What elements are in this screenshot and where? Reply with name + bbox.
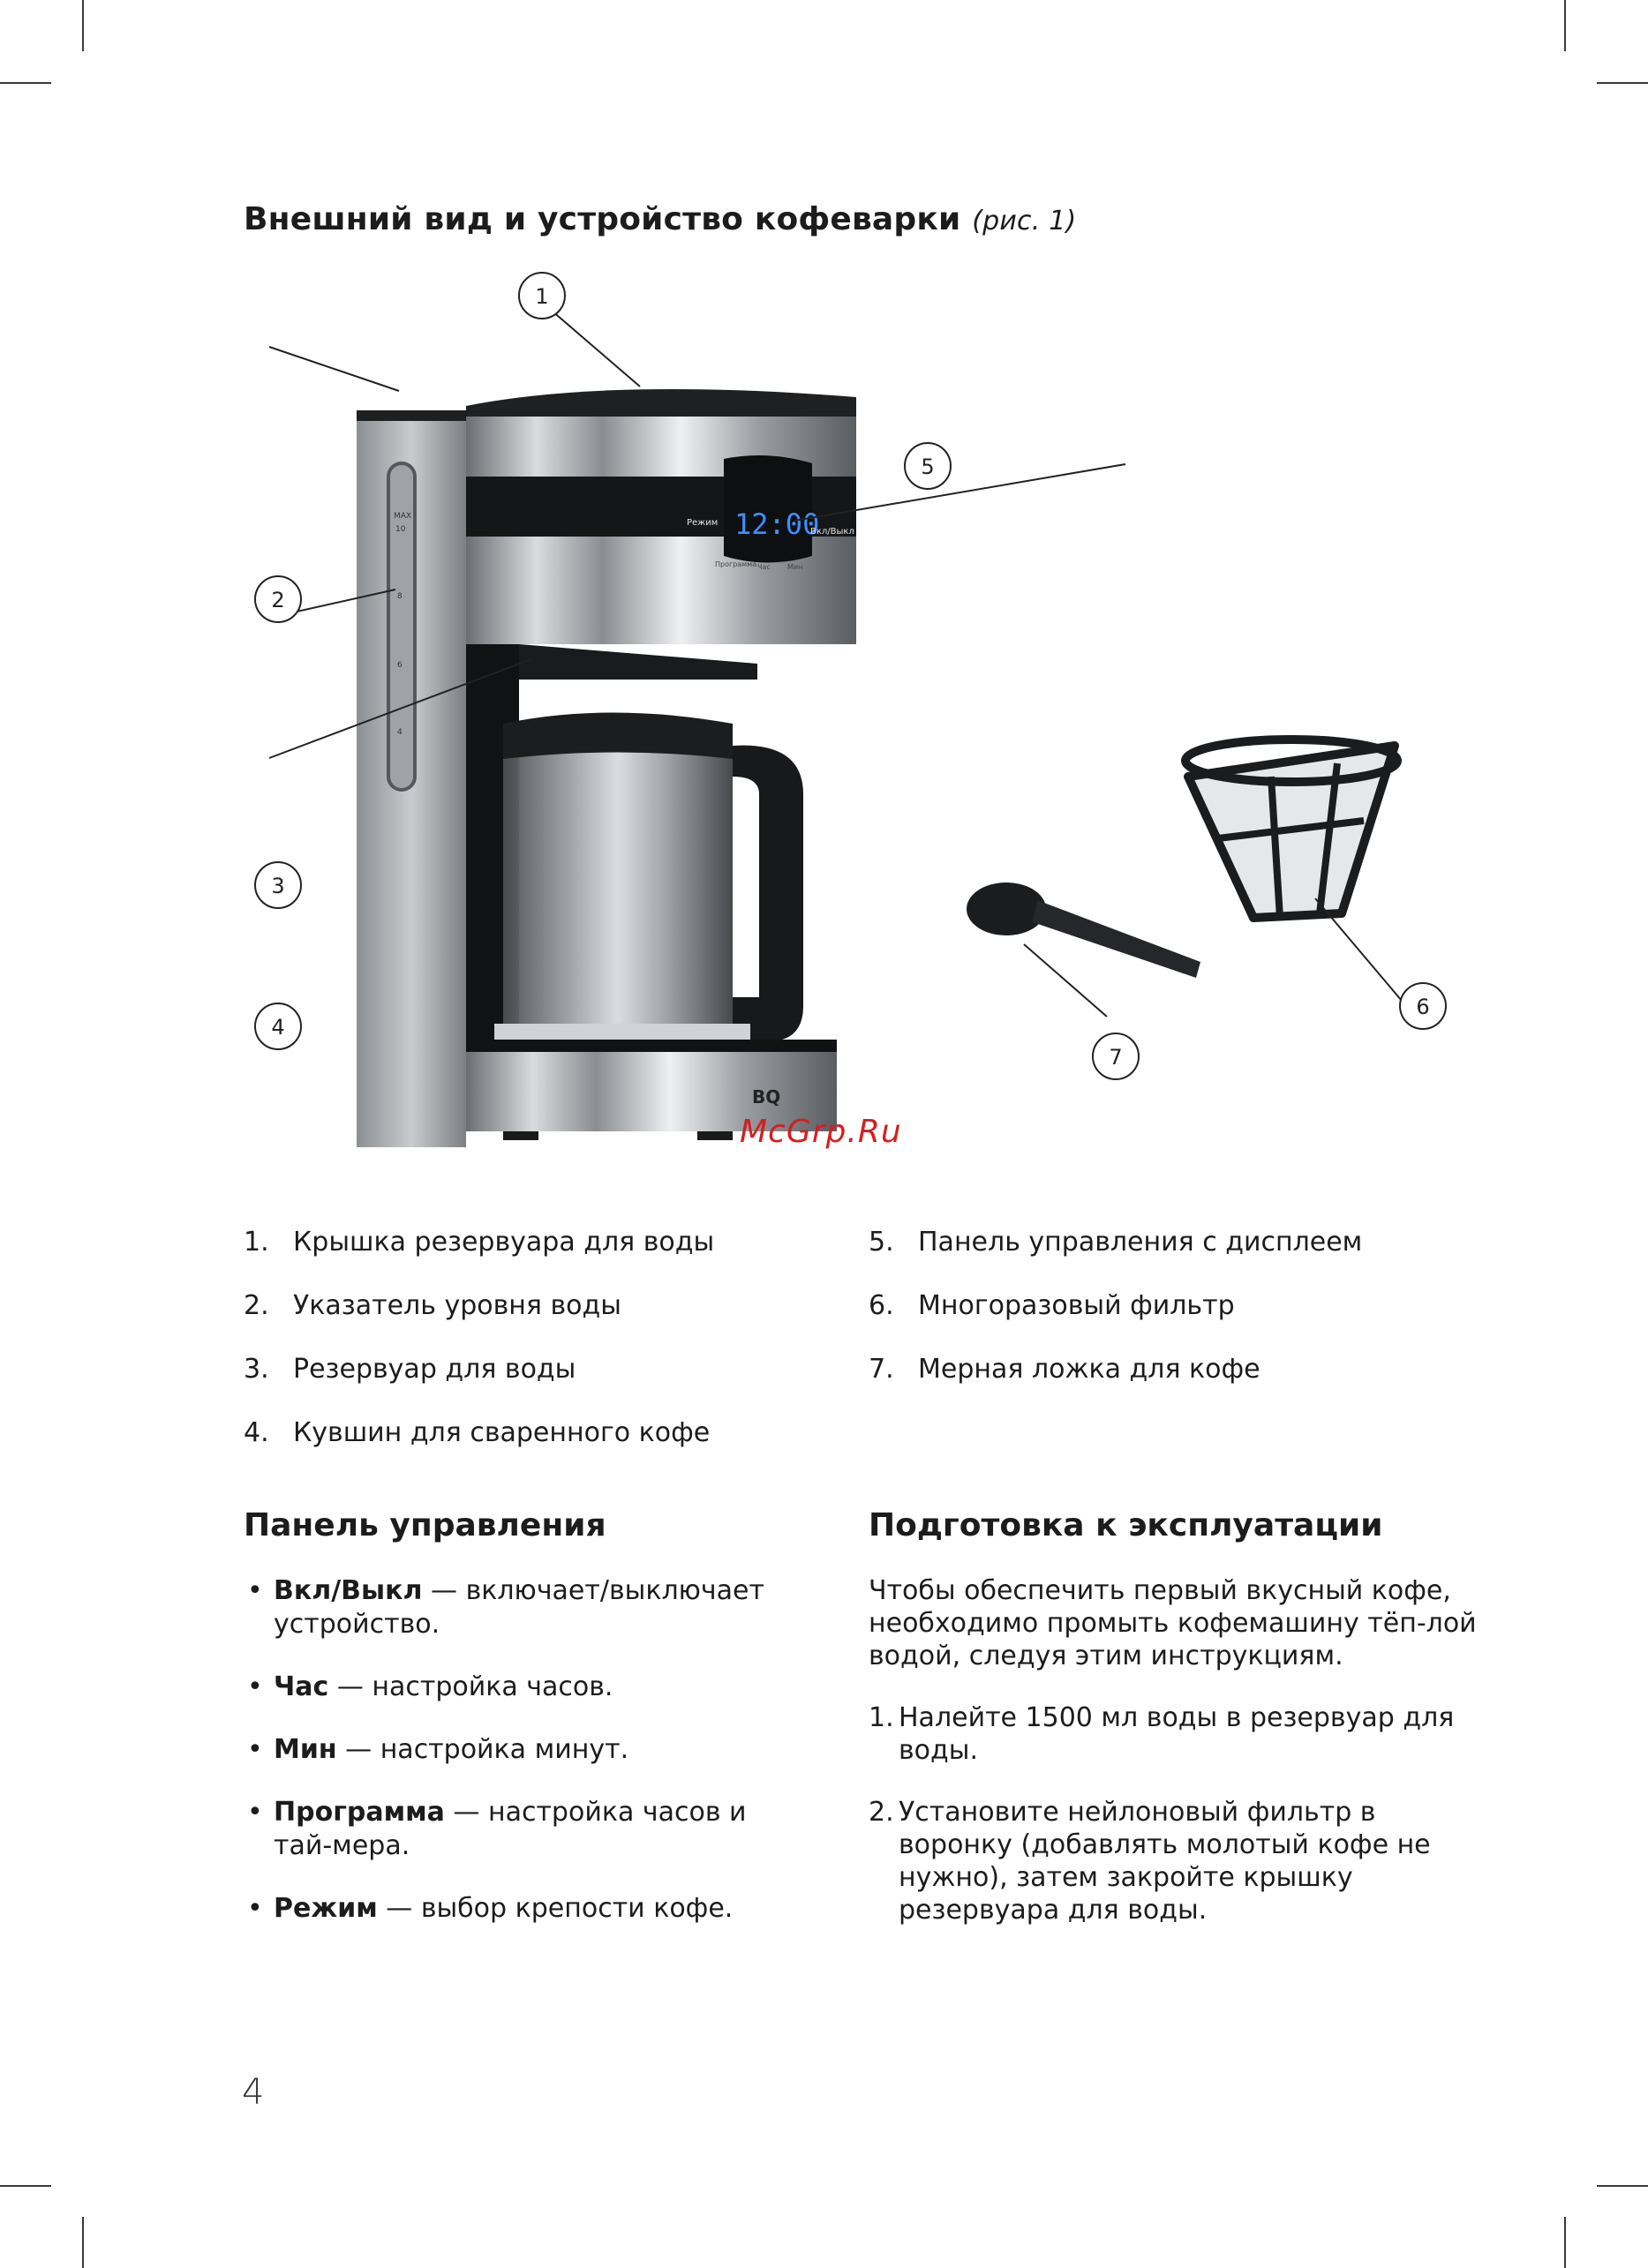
list-item — [244, 1892, 800, 1926]
crop-mark — [1597, 82, 1648, 84]
description: — выбор крепости кофе. — [386, 1893, 734, 1924]
term: Программа — [274, 1797, 445, 1828]
description: — включает/выключает устройство. — [274, 1575, 764, 1640]
crop-mark — [1564, 0, 1566, 51]
hour-label: Час — [757, 563, 771, 571]
description: — настройка часов и тай-мера. — [274, 1797, 747, 1861]
bullet-icon: • — [247, 1734, 263, 1765]
item-number: 6. — [869, 1290, 894, 1321]
bullet-icon: • — [247, 1893, 263, 1924]
description: — настройка часов. — [336, 1671, 613, 1702]
list-item — [244, 1574, 800, 1641]
power-label: Вкл/Выкл — [810, 527, 854, 537]
callout-label: 3 — [271, 874, 285, 898]
crop-mark — [82, 0, 84, 51]
scale-mark: 6 — [397, 661, 403, 670]
callout-label: 6 — [1416, 995, 1430, 1019]
callout-label: 1 — [535, 284, 549, 309]
reusable-filter — [1185, 740, 1397, 918]
term: Час — [274, 1671, 329, 1702]
foot — [503, 1131, 538, 1140]
callout-label: 7 — [1109, 1045, 1123, 1070]
scale-mark: MAX — [394, 512, 412, 521]
term: Вкл/Выкл — [274, 1575, 423, 1606]
measuring-spoon — [967, 882, 1200, 978]
crop-mark — [1597, 2185, 1648, 2187]
item-text: Указатель уровня воды — [293, 1290, 621, 1321]
description: — настройка минут. — [345, 1734, 629, 1765]
control-panel-list — [244, 1574, 800, 1955]
preparation-heading: Подготовка к эксплуатации — [869, 1507, 1383, 1543]
list-item — [244, 1733, 800, 1767]
reservoir-top-edge — [357, 410, 466, 421]
term: Режим — [274, 1893, 378, 1924]
item-text: Крышка резервуара для воды — [293, 1227, 715, 1258]
crop-mark — [82, 2217, 84, 2268]
scale-mark: 8 — [397, 592, 403, 601]
callout-label: 4 — [271, 1015, 285, 1040]
item-text: Резервуар для воды — [293, 1354, 576, 1385]
callout-label: 2 — [271, 588, 285, 612]
brand-logo: BQ — [752, 1086, 781, 1108]
callout-label: 5 — [921, 454, 935, 479]
item-number: 3. — [244, 1354, 269, 1385]
step-text: Налейте 1500 мл воды в резервуар для воды. — [899, 1702, 1455, 1766]
program-label: Программа — [715, 560, 757, 568]
hot-plate — [466, 1040, 837, 1052]
control-panel-heading: Панель управления — [244, 1507, 606, 1543]
item-text: Многоразовый фильтр — [918, 1290, 1235, 1321]
carafe-base — [494, 1024, 750, 1041]
page-number: 4 — [242, 2072, 265, 2113]
preparation-steps — [869, 1701, 1469, 1956]
bullet-icon: • — [247, 1671, 263, 1702]
title-text: Внешний вид и устройство кофеварки — [244, 201, 961, 237]
preparation-intro: Чтобы обеспечить первый вкусный кофе, необходимо промыть кофемашину тёп-лой водой, следуя этим инструкциям. — [869, 1575, 1477, 1671]
crop-mark — [0, 2185, 51, 2187]
carafe — [503, 732, 733, 1041]
filter-holder — [519, 644, 757, 680]
crop-mark — [1564, 2217, 1566, 2268]
item-number: 1. — [244, 1227, 269, 1258]
display-time: 12:00 — [734, 507, 820, 541]
scale-mark: 4 — [397, 728, 403, 737]
carafe-handle — [733, 746, 803, 1041]
crop-mark — [0, 82, 51, 84]
step-number: 1. — [869, 1702, 894, 1733]
item-number: 2. — [244, 1290, 269, 1321]
item-number: 4. — [244, 1417, 269, 1448]
scale-mark: 10 — [395, 525, 406, 534]
item-number: 5. — [869, 1227, 894, 1258]
list-item — [869, 1701, 1469, 1767]
list-item — [869, 1796, 1469, 1926]
figure-reference: (рис. 1) — [972, 206, 1077, 237]
watermark: McGrp.Ru — [740, 1114, 902, 1150]
term: Мин — [274, 1734, 337, 1765]
foot — [697, 1131, 733, 1140]
item-text: Кувшин для сваренного кофе — [293, 1417, 711, 1448]
carafe-lid — [503, 713, 733, 760]
min-label: Мин — [787, 563, 803, 571]
bullet-icon: • — [247, 1797, 263, 1828]
item-text: Мерная ложка для кофе — [918, 1354, 1260, 1385]
mode-label: Режим — [687, 518, 719, 528]
coffee-maker-figure — [238, 265, 1474, 1191]
step-text: Установите нейлоновый фильтр в воронку (добавлять молотый кофе не нужно), затем закройте крышку резервуара для воды. — [899, 1797, 1431, 1926]
item-text: Панель управления с дисплеем — [918, 1227, 1363, 1258]
list-item — [244, 1796, 800, 1863]
item-number: 7. — [869, 1354, 894, 1385]
page-title — [244, 201, 1076, 237]
list-item — [244, 1671, 800, 1704]
step-number: 2. — [869, 1797, 894, 1828]
bullet-icon: • — [247, 1575, 263, 1606]
